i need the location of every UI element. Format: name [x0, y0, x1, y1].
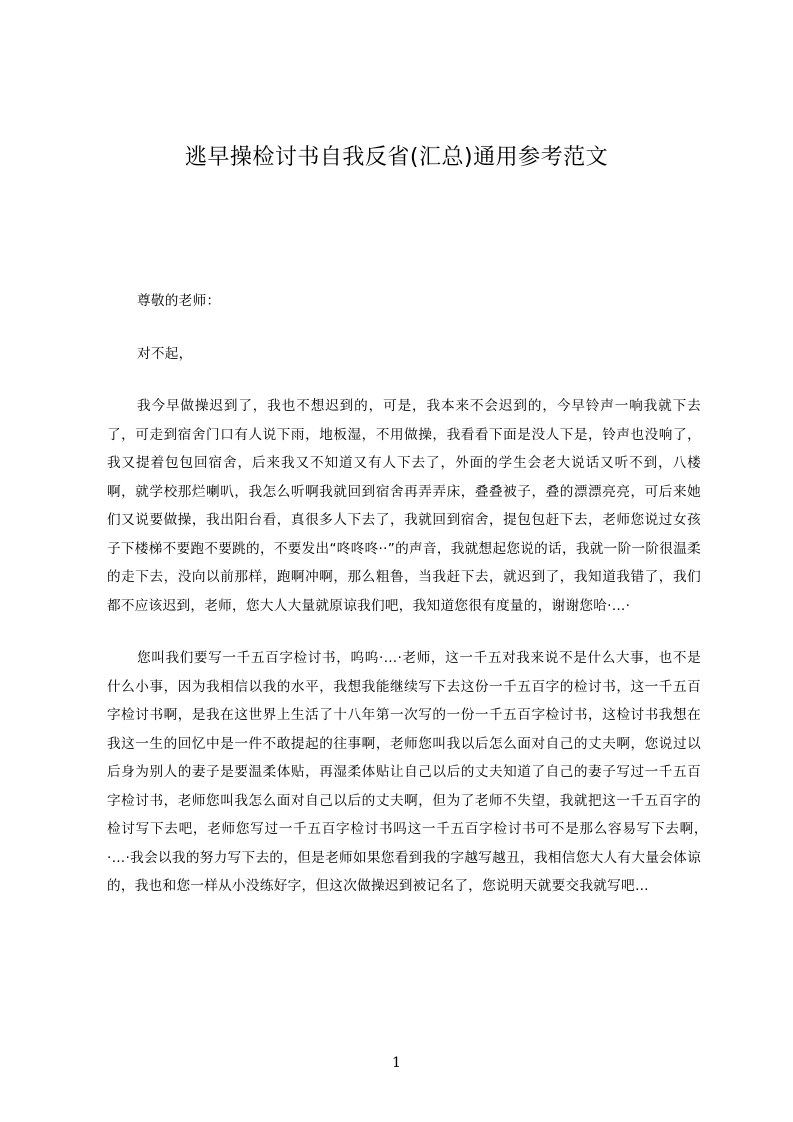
body-paragraph-2: 您叫我们要写一千五百字检讨书，呜呜·…·老师，这一千五对我来说不是什么大事，也不是什么小事，因为我相信以我的水平，我想我能继续写下去这份一千五百字的检讨书，这一千五百字检讨书啊，是我在这世界上生活了十八年第一次写的一份一千五百字检讨书，这检讨书我想在我这一生的回忆中是一件不敢提起的往事啊，老师您叫我以后怎么面对自己的丈夫啊，您说过以后身为别人的妻子是要温柔体贴，再湿柔体贴让自己以后的丈夫知道了自己的妻子写过一千五百字检讨书，老师您叫我怎么面对自己以后的丈夫啊，但为了老师不失望，我就把这一千五百字的检讨写下去吧，老师您写过一千五百字检讨书吗这一千五百字检讨书可不是那么容易写下去啊，·…·我会以我的努力写下去的，但是老师如果您看到我的字越写越丑，我相信您大人有大量会体谅的，我也和您一样从小没练好字，但这次做操迟到被记名了，您说明天就要交我就写吧…	[107, 650, 701, 894]
document-body	[107, 287, 701, 925]
salutation: 尊敬的老师：	[137, 293, 221, 309]
document-title: 逃早操检讨书自我反省(汇总)通用参考范文	[184, 145, 609, 170]
opening-line: 对不起，	[137, 345, 193, 362]
body-paragraph-1: 我今早做操迟到了，我也不想迟到的，可是，我本来不会迟到的，今早铃声一响我就下去了，可走到宿舍门口有人说下雨，地板湿，不用做操，我看看下面是没人下是，铃声也没响了，我又提着包包回宿舍，后来我又不知道又有人下去了，外面的学生会老大说话又听不到，八楼啊，就学校那烂喇叭，我怎么听啊我就回到宿舍再弄弄床，叠叠被子，叠的漂漂亮亮，可后来她们又说要做操，我出阳台看，真很多人下去了，我就回到宿舍，提包包赶下去，老师您说过女孩子下楼梯不要跑不要跳的，不要发出“咚咚咚··”的声音，我就想起您说的话，我就一阶一阶很温柔的走下去，没向以前那样，跑啊冲啊，那么粗鲁，当我赶下去，就迟到了，我知道我错了，我们都不应该迟到，老师，您大人大量就原谅我们吧，我知道您很有度量的，谢谢您哈·…·	[107, 398, 701, 614]
page-number: 1	[392, 1055, 401, 1071]
